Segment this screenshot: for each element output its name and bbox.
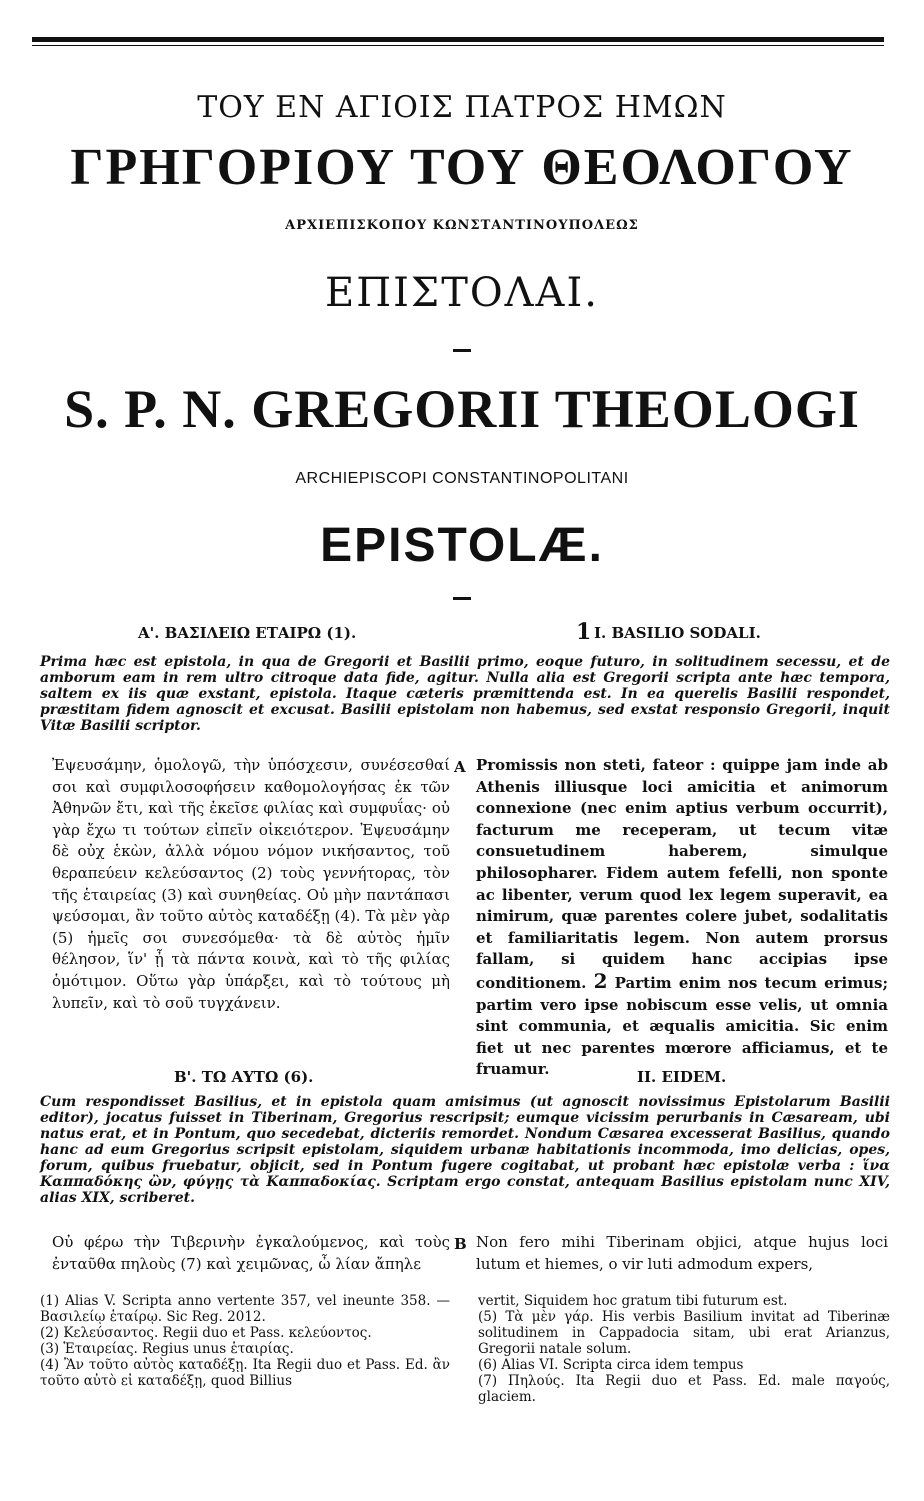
letter2-heading-greek: Β'. ΤΩ ΑΥΤΩ (6).	[174, 1068, 314, 1086]
footnote-3: (3) Ἑταιρείας. Regius unus ἑταιρίας.	[40, 1341, 294, 1357]
title-dash-2	[453, 597, 471, 600]
footnote-7: (7) Πηλούς. Ita Regii duo et Pass. Ed. male παγούς, glaciem.	[478, 1373, 890, 1405]
letter1-heading-greek: Α'. ΒΑΣΙΛΕΙΩ ΕΤΑΙΡΩ (1).	[138, 624, 357, 642]
footnote-1: (1) Alias V. Scripta anno vertente 357, vel ineunte 358. — Βασιλείῳ ἑταίρῳ. Sic Reg. 2012.	[40, 1293, 450, 1325]
footnotes-left	[40, 1293, 450, 1389]
top-rule-thick	[32, 37, 884, 42]
letter1-latin-part-a: Promissis non steti, fateor : quippe jam inde ab Athenis illiusque loci amicitia et animorum connexione (nec enim aptius verbum occurrit), facturum me receperam, ut tecum vitæ consuetudinem haberem, simulque philosopharer. Fidem autem fefelli, non sponte ac libenter, verum quod lex legem superavit, ea nimirum, quæ parentes colere jubet, sodalitatis et familiaritatis legem. Non autem prorsus fallam, si quidem hanc accipias ipse conditionem.	[476, 756, 888, 992]
title-latin-work: EPISTOLÆ.	[320, 519, 604, 572]
letter1-greek-text: Ἐψευσάμην, ὁμολογῶ, τὴν ὑπόσχεσιν, συνέσεσθαί σοι καὶ συμφιλοσοφήσειν καθομολογήσας ἐκ τῶν Ἀθηνῶν ἔτι, καὶ τῆς ἐκεῖσε φιλίας καὶ συμφυΐας· οὐ γὰρ ἔχω τι τούτων εἰπεῖν οἰκειότερον. Ἐψευσάμην δὲ οὐχ ἑκὼν, ἀλλὰ νόμου νόμον νικήσαντος, τοῦ θεραπεύειν κελεύσαντος (2) τοὺς γεννήτορας, τὸν τῆς ἑταιρείας (3) καὶ συνηθείας. Οὐ μὴν παντάπασι ψεύσομαι, ἂν τοῦτο αὐτὸς καταδέξῃ (4). Τὰ μὲν γὰρ (5) ἡμεῖς σοι συνεσόμεθα· τὰ δὲ αὐτὸς ἡμῖν θέλησον, ἵν' ᾖ τὰ πάντα κοινὰ, καὶ τὸ τῆς φιλίας ὁμότιμον. Οὕτω γὰρ ὑπάρξει, καὶ τὸ τούτους μὴ λυπεῖν, καὶ τὸ σοῦ τυγχάνειν.	[52, 756, 450, 1012]
footnote-5: (5) Τὰ μὲν γάρ. His verbis Basilium invitat ad Tiberinæ solitudinem in Cappadocia sitam, ubi erat Arianzus, Gregorii natale solum.	[478, 1309, 890, 1357]
title-greek-author: ΓΡΗΓΟΡΙΟΥ ΤΟΥ ΘΕΟΛΟΓΟΥ	[70, 139, 854, 196]
section-number: 2	[593, 968, 608, 993]
letter1-argument: Prima hæc est epistola, in qua de Gregorii et Basilii primo, eoque futuro, in solitudinem secessu, et de amborum eam in rem ultro citroque data fide, agitur. Nulla alia est Gregorii scripta ante hæc tempora, saltem ex iis quæ exstant, epistola. Itaque cæteris præmittenda est. In ea querelis Basilii respondet, præstitam fidem agnoscit et excusat. Basilii epistolam non habemus, sed exstat responsio Gregorii, inquit Vitæ Basilii scriptor.	[40, 654, 890, 734]
title-greek-office: ΑΡΧΙΕΠΙΣΚΟΠΟΥ ΚΩΝΣΤΑΝΤΙΝΟΥΠΟΛΕΩΣ	[285, 218, 639, 233]
footnote-4: (4) Ἂν τοῦτο αὐτὸς καταδέξῃ. Ita Regii duo et Pass. Ed. ἂν τοῦτο αὐτὸ εἰ καταδέξῃ, quod Billius	[40, 1357, 450, 1389]
footnote-2: (2) Κελεύσαντος. Regii duo et Pass. κελεύοντος.	[40, 1325, 372, 1341]
footnotes-right	[478, 1293, 890, 1405]
title-greek-work: ΕΠΙΣΤΟΛΑΙ.	[325, 270, 599, 316]
letter1-latin-text	[476, 755, 888, 1081]
margin-marker-a: A	[454, 758, 466, 776]
title-latin-office: ARCHIEPISCOPI CONSTANTINOPOLITANI	[295, 470, 629, 487]
letter2-greek-text: Οὐ φέρω τὴν Τιβερινὴν ἐγκαλούμενος, καὶ τοὺς ἐνταῦθα πηλοὺς (7) καὶ χειμῶνας, ὦ λίαν ἄπηλε	[52, 1233, 450, 1273]
letter2-argument: Cum respondisset Basilius, et in epistola quam amisimus (ut agnoscit novissimus Epistolarum Basilii editor), jocatus fuisset in Tiberinam, Gregorius rescripsit; eumque vicissim perurbanis in Cæsaream, ubi natus erat, et in Pontum, quo secedebat, dicteriis remordet. Nondum Cæsarea excesserat Basilius, quando hanc ad eum Gregorius scripsit epistolam, siquidem urbanæ habitationis incommoda, imo delicias, opes, forum, quibus fruebatur, objicit, sed in Pontum fugere cogitabat, ut probant hæc epistolæ verba : ἵνα Καππαδόκης ὢν, φύγῃς τὰ Καππαδοκίας. Scriptam ergo constat, antequam Basilius epistolam nunc XIV, alias XIX, scriberet.	[40, 1094, 890, 1206]
letter1-heading-latin: I. BASILIO SODALI.	[594, 624, 761, 642]
footnote-4-continued: vertit, Siquidem hoc gratum tibi futurum est.	[478, 1293, 788, 1309]
footnote-6: (6) Alias VI. Scripta circa idem tempus	[478, 1357, 744, 1373]
title-latin-author: S. P. N. GREGORII THEOLOGI	[64, 379, 860, 439]
letter1-latin-part-b: Partim enim nos tecum erimus; partim vero ipse nobiscum esse velis, ut omnia sint communia, et æqualis amicitia. Sic enim fiet ut nec parentes mœrore afficiamus, et te fruamur.	[476, 973, 888, 1079]
top-rule-thin	[32, 45, 884, 46]
column-number: 1	[576, 619, 592, 645]
letter2-heading-latin: II. EIDEM.	[637, 1068, 727, 1086]
letter2-latin-text: Non fero mihi Tiberinam objici, atque hujus loci lutum et hiemes, o vir luti admodum expers,	[476, 1233, 888, 1273]
title-dash-1	[453, 349, 471, 352]
title-line-1: ΤΟΥ ΕΝ ΑΓΙΟΙΣ ΠΑΤΡΟΣ ΗΜΩΝ	[197, 90, 727, 125]
margin-marker-b: B	[454, 1235, 467, 1253]
